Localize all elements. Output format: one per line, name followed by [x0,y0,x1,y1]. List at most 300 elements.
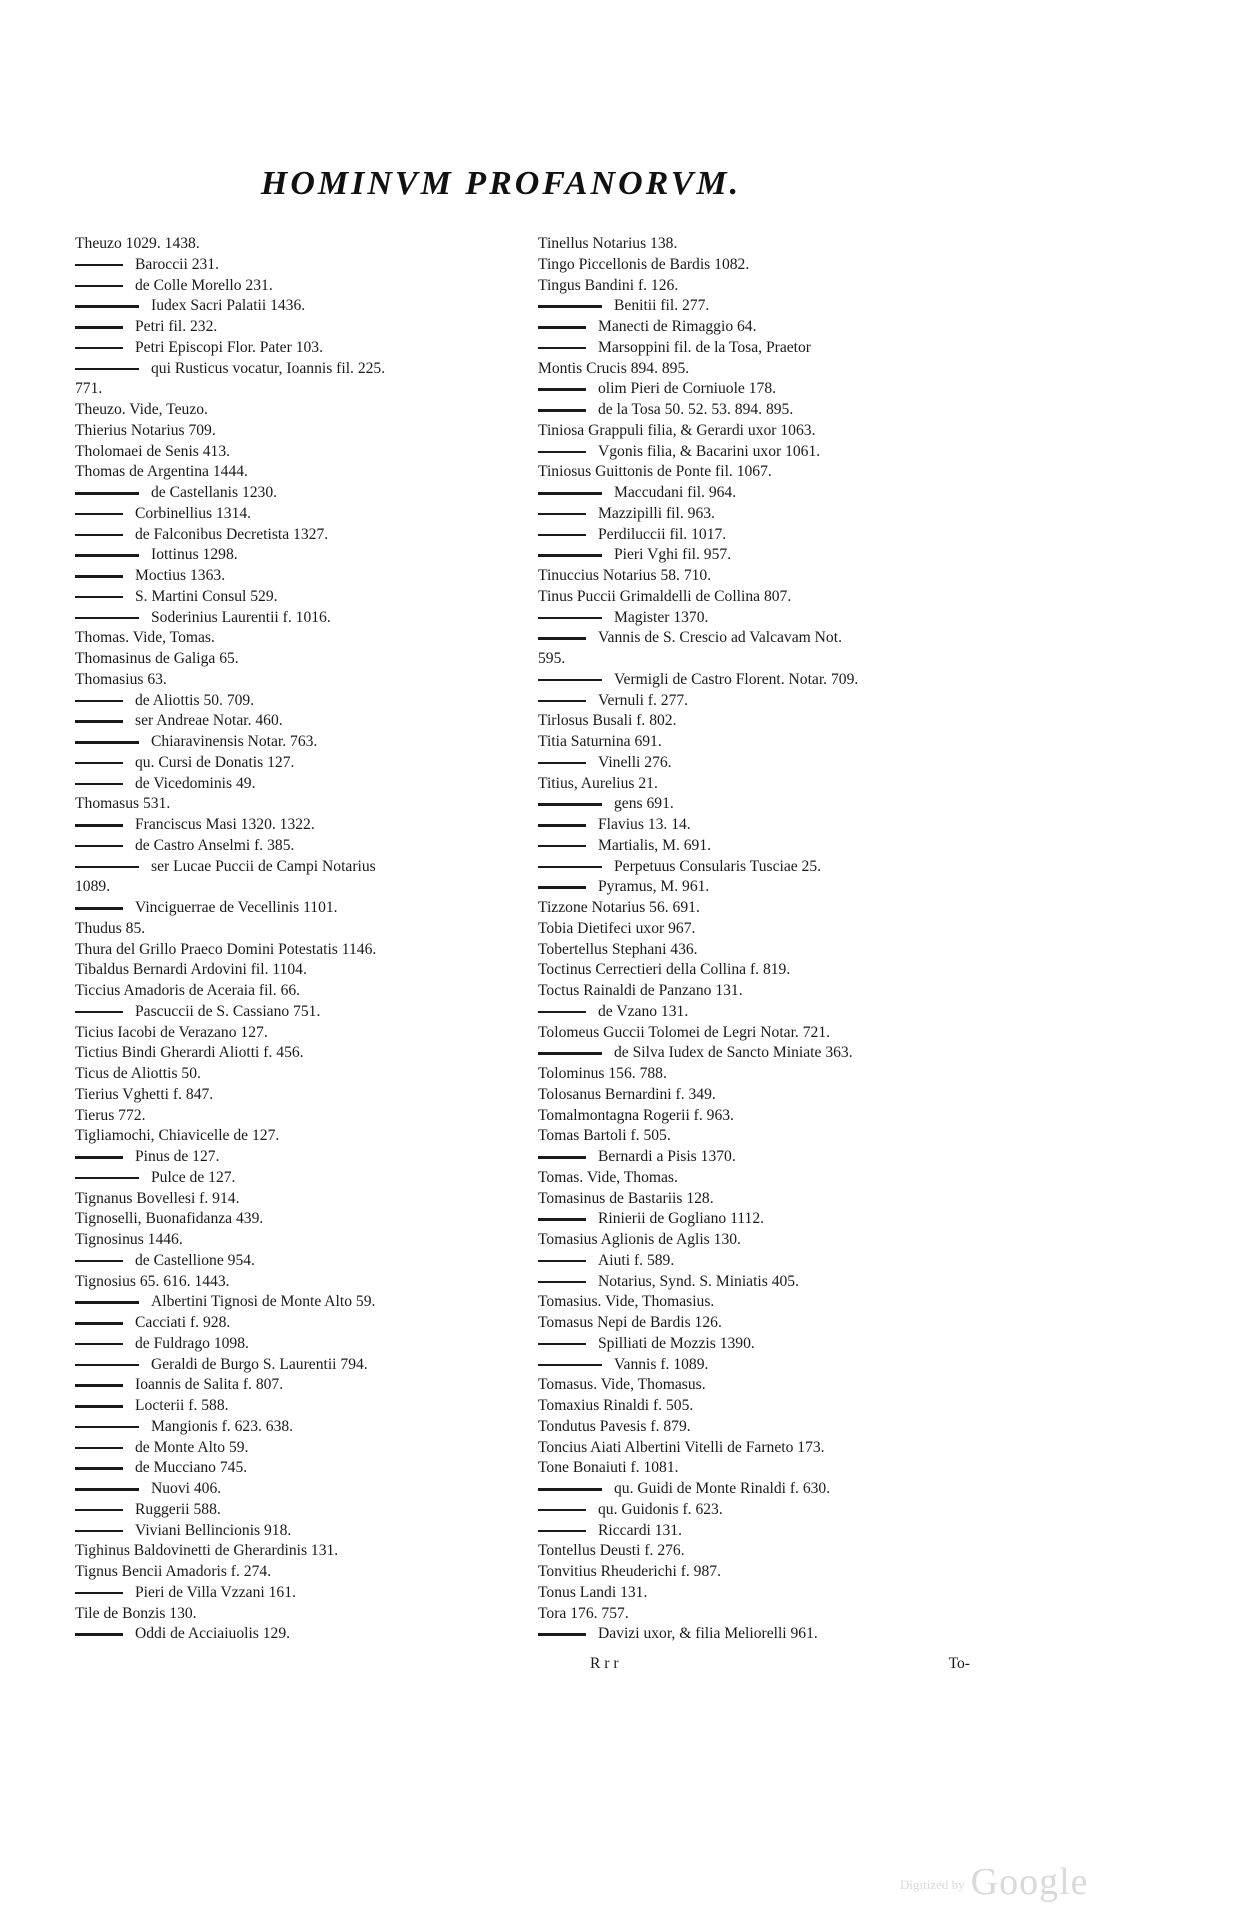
entry-text: Tomasius Aglionis de Aglis 130. [538,1231,741,1248]
ditto-dash [538,1343,586,1346]
entry-text: de Castro Anselmi f. 385. [135,836,295,854]
index-entry [75,545,515,566]
index-entry [75,981,515,1002]
entry-text: Vermigli de Castro Florent. Notar. 709. [614,670,859,688]
entry-text: Tomasius. Vide, Thomasius. [538,1293,715,1311]
index-entry [538,255,978,276]
index-entry [75,234,515,255]
ditto-dash [75,741,139,744]
index-entry [75,753,515,774]
index-entry [75,898,515,919]
index-entry [75,711,515,732]
index-entry [538,732,978,753]
index-entry [75,649,515,670]
ditto-dash [75,866,139,869]
entry-text: Theuzo 1029. 1438. [75,235,200,252]
entry-text: Tolomeus Guccii Tolomei de Legri Notar. 721. [538,1023,831,1041]
entry-text: Thomas de Argentina 1444. [75,463,248,481]
index-entry [75,1521,515,1542]
index-entry [538,1334,978,1355]
ditto-dash [538,845,586,848]
entry-text: Montis Crucis 894. 895. [538,359,690,377]
page-footer [590,1655,970,1673]
entry-text: de Falconibus Decretista 1327. [135,525,329,543]
ditto-dash [75,326,123,329]
entry-text: Tignanus Bovellesi f. 914. [75,1189,240,1207]
ditto-dash [75,1530,123,1533]
entry-text: Flavius 13. 14. [598,816,691,833]
ditto-dash [538,1156,586,1159]
ditto-dash [75,1384,123,1387]
ditto-dash [538,554,602,557]
index-entry [538,483,978,504]
ditto-dash [538,700,586,703]
ditto-dash [538,1633,586,1636]
ditto-dash [75,285,123,288]
ditto-dash [75,1364,139,1367]
entry-text: Tontellus Deusti f. 276. [538,1542,685,1560]
entry-text: Nuovi 406. [151,1480,222,1497]
index-entry [538,421,978,442]
entry-text: Locterii f. 588. [135,1397,229,1414]
ditto-dash [75,1467,123,1470]
entry-text: Vinelli 276. [598,753,672,771]
index-entry [75,919,515,940]
entry-text: gens 691. [614,795,674,813]
ditto-dash [538,866,602,869]
entry-text: Tiniosa Grappuli filia, & Gerardi uxor 1063. [538,421,816,439]
entry-text: Toncius Aiati Albertini Vitelli de Farneto 173. [538,1438,825,1456]
index-entry [75,587,515,608]
index-entry [538,1417,978,1438]
entry-text: Tholomaei de Senis 413. [75,442,231,460]
index-entry [538,1230,978,1251]
index-entry [75,794,515,815]
entry-text: Mazzipilli fil. 963. [598,504,715,522]
ditto-dash [538,1281,586,1284]
index-entry [538,1375,978,1396]
index-entry [538,711,978,732]
entry-text: Toctinus Cerrectieri della Collina f. 819. [538,961,791,979]
entry-text: Pinus de 127. [135,1148,220,1165]
ditto-dash [75,762,123,765]
entry-text: Tizzone Notarius 56. 691. [538,899,700,916]
entry-text: Tomasinus de Bastariis 128. [538,1189,714,1207]
index-entry [75,940,515,961]
index-entry [538,379,978,400]
index-entry [75,525,515,546]
entry-text: Tiniosus Guittonis de Ponte fil. 1067. [538,463,772,481]
entry-text: Tighinus Baldovinetti de Gherardinis 131. [75,1542,339,1560]
entry-text: olim Pieri de Corniuole 178. [598,380,777,398]
index-entry [75,1002,515,1023]
ditto-dash [538,679,602,682]
index-entry [75,504,515,525]
entry-text: Albertini Tignosi de Monte Alto 59. [151,1293,376,1311]
ditto-dash [538,1509,586,1512]
index-entry [538,1479,978,1500]
entry-text: Tora 176. 757. [538,1604,629,1622]
index-entry [538,649,978,670]
entry-text: Tingus Bandini f. 126. [538,276,679,294]
index-entry [75,1189,515,1210]
index-entry [538,1541,978,1562]
index-entry [538,1583,978,1604]
entry-text: Tignosinus 1446. [75,1231,183,1248]
index-entry [538,857,978,878]
entry-text: Tinellus Notarius 138. [538,235,678,252]
index-entry [538,898,978,919]
entry-text: Titius, Aurelius 21. [538,774,658,792]
entry-text: Thudus 85. [75,919,146,937]
entry-text: Pieri Vghi fil. 957. [614,546,732,564]
index-entry [538,1500,978,1521]
entry-text: 771. [75,380,103,398]
ditto-dash [75,368,139,371]
index-entry [75,1209,515,1230]
entry-text: Tonus Landi 131. [538,1583,648,1601]
ditto-dash [75,554,139,557]
entry-text: Martialis, M. 691. [598,836,712,854]
entry-text: Tobertellus Stephani 436. [538,940,698,958]
entry-text: Tierius Vghetti f. 847. [75,1085,214,1103]
entry-text: Tignoselli, Buonafidanza 439. [75,1210,264,1228]
index-entry [75,1624,515,1645]
ditto-dash [75,617,139,620]
entry-text: Iudex Sacri Palatii 1436. [151,297,306,315]
ditto-dash [75,492,139,495]
entry-text: de Castellanis 1230. [151,484,278,501]
index-entry [538,525,978,546]
index-entry [538,1313,978,1334]
entry-text: qu. Guidi de Monte Rinaldi f. 630. [614,1480,831,1497]
index-entry [75,1334,515,1355]
entry-text: Manecti de Rimaggio 64. [598,318,757,335]
ditto-dash [75,513,123,516]
entry-text: Tomasus Nepi de Bardis 126. [538,1314,722,1331]
ditto-dash [75,534,123,537]
ditto-dash [75,700,123,703]
index-entry [75,857,515,878]
ditto-dash [538,1364,602,1367]
index-entry [538,1624,978,1645]
ditto-dash [538,534,586,537]
index-entry [538,940,978,961]
ditto-dash [538,409,586,412]
entry-text: Corbinellius 1314. [135,504,252,522]
entry-text: qui Rusticus vocatur, Ioannis fil. 225. [151,359,386,377]
index-entry [538,400,978,421]
index-entry [75,691,515,712]
ditto-dash [538,305,602,308]
entry-text: Tomas Bartoli f. 505. [538,1127,671,1145]
ditto-dash [538,388,586,391]
index-entry [75,1272,515,1293]
entry-text: Tile de Bonzis 130. [75,1604,197,1622]
entry-text: Ruggerii 588. [135,1500,221,1518]
entry-text: Tierus 772. [75,1106,146,1124]
index-column-left [75,234,515,1645]
ditto-dash [75,1156,123,1159]
index-entry [75,379,515,400]
ditto-dash [75,1426,139,1429]
index-entry [538,317,978,338]
entry-text: Notarius, Synd. S. Miniatis 405. [598,1272,799,1290]
index-entry [75,296,515,317]
entry-text: Thomasinus de Galiga 65. [75,650,239,667]
ditto-dash [538,347,586,350]
entry-text: Titia Saturnina 691. [538,733,662,750]
index-entry [538,1438,978,1459]
index-entry [538,1147,978,1168]
entry-text: 595. [538,650,566,667]
index-entry [538,545,978,566]
entry-text: Thura del Grillo Praeco Domini Potestatis 1146. [75,940,377,958]
index-entry [75,1126,515,1147]
entry-text: de Aliottis 50. 709. [135,691,255,709]
watermark-prefix: Digitized by [900,1877,965,1893]
index-entry [538,877,978,898]
entry-text: Benitii fil. 277. [614,297,710,315]
index-entry [75,338,515,359]
entry-text: Tobia Dietifeci uxor 967. [538,919,696,937]
entry-text: Thierius Notarius 709. [75,421,216,439]
ditto-dash [75,1260,123,1263]
entry-text: Mangionis f. 623. 638. [151,1417,294,1435]
index-entry [75,836,515,857]
entry-text: Tondutus Pavesis f. 879. [538,1417,691,1435]
index-entry [75,1023,515,1044]
entry-text: Vinciguerrae de Vecellinis 1101. [135,899,338,916]
index-entry [538,919,978,940]
index-entry [75,1043,515,1064]
ditto-dash [75,1177,139,1180]
ditto-dash [75,1322,123,1325]
index-entry [538,670,978,691]
index-column-right [538,234,978,1645]
entry-text: Pieri de Villa Vzzani 161. [135,1583,296,1601]
index-entry [538,338,978,359]
entry-text: Tictius Bindi Gherardi Aliotti f. 456. [75,1044,304,1062]
entry-text: Cacciati f. 928. [135,1314,231,1331]
index-entry [75,359,515,380]
index-entry [538,1002,978,1023]
index-entry [75,732,515,753]
entry-text: Ticcius Amadoris de Aceraia fil. 66. [75,982,301,999]
index-entry [538,1251,978,1272]
entry-text: Vannis de S. Crescio ad Valcavam Not. [598,629,842,647]
entry-text: Tinus Puccii Grimaldelli de Collina 807. [538,587,792,605]
index-entry [538,1043,978,1064]
entry-text: Tomalmontagna Rogerii f. 963. [538,1106,734,1124]
entry-text: ser Andreae Notar. 460. [135,712,283,730]
index-entry [75,400,515,421]
index-entry [75,1417,515,1438]
entry-text: Marsoppini fil. de la Tosa, Praetor [598,338,811,356]
entry-text: Pyramus, M. 961. [598,878,710,896]
entry-text: Toctus Rainaldi de Panzano 131. [538,982,743,999]
index-entry [538,462,978,483]
ditto-dash [538,326,586,329]
index-entry [538,566,978,587]
index-entry [538,504,978,525]
index-entry [538,794,978,815]
index-entry [75,1147,515,1168]
entry-text: Perpetuus Consularis Tusciae 25. [614,857,822,875]
entry-text: Thomasus 531. [75,795,171,813]
index-entry [538,1023,978,1044]
index-entry [538,1355,978,1376]
index-entry [75,442,515,463]
ditto-dash [538,886,586,889]
entry-text: Riccardi 131. [598,1521,683,1539]
entry-text: Bernardi a Pisis 1370. [598,1148,736,1165]
index-entry [538,628,978,649]
index-entry [538,691,978,712]
index-entry [75,877,515,898]
index-entry [75,1313,515,1334]
digitization-watermark [900,1860,1089,1904]
ditto-dash [538,762,586,765]
index-entry [538,1562,978,1583]
entry-text: Theuzo. Vide, Teuzo. [75,401,208,418]
entry-text: Thomas. Vide, Tomas. [75,629,215,647]
index-entry [538,1189,978,1210]
entry-text: Tigliamochi, Chiavicelle de 127. [75,1127,280,1145]
index-entry [538,1209,978,1230]
ditto-dash [538,1260,586,1263]
index-entry [538,587,978,608]
ditto-dash [75,1301,139,1304]
index-entry [538,1085,978,1106]
ditto-dash [75,1509,123,1512]
index-entry [75,1230,515,1251]
index-entry [75,815,515,836]
ditto-dash [75,596,123,599]
entry-text: ser Lucae Puccii de Campi Notarius [151,857,376,875]
page-title: HOMINVM PROFANORVM. [260,165,742,202]
index-entry [75,317,515,338]
index-entry [75,960,515,981]
entry-text: 1089. [75,878,111,896]
entry-text: Ioannis de Salita f. 807. [135,1376,284,1394]
index-entry [538,815,978,836]
entry-text: Magister 1370. [614,608,709,626]
index-entry [75,483,515,504]
index-entry [75,1562,515,1583]
ditto-dash [538,1052,602,1055]
index-entry [538,1106,978,1127]
ditto-dash [538,803,602,806]
entry-text: Baroccii 231. [135,255,220,273]
index-entry [75,1541,515,1562]
entry-text: Tingo Piccellonis de Bardis 1082. [538,255,750,273]
index-entry [538,359,978,380]
ditto-dash [538,1218,586,1221]
index-entry [538,234,978,255]
entry-text: de Mucciano 745. [135,1459,248,1477]
entry-text: S. Martini Consul 529. [135,587,278,605]
entry-text: de la Tosa 50. 52. 53. 894. 895. [598,401,794,418]
entry-text: Moctius 1363. [135,567,226,584]
index-entry [538,1396,978,1417]
index-entry [75,670,515,691]
index-entry [75,608,515,629]
entry-text: Petri Episcopi Flor. Pater 103. [135,338,323,356]
index-entry [75,1438,515,1459]
entry-text: Tignus Bencii Amadoris f. 274. [75,1563,272,1580]
ditto-dash [75,783,123,786]
ditto-dash [75,1592,123,1595]
signature-mark: R r r [590,1655,619,1672]
entry-text: Viviani Bellincionis 918. [135,1521,292,1539]
ditto-dash [75,264,123,267]
ditto-dash [538,492,602,495]
entry-text: de Castellione 954. [135,1251,255,1269]
ditto-dash [75,305,139,308]
index-entry [75,1500,515,1521]
entry-text: Ticus de Aliottis 50. [75,1065,201,1082]
ditto-dash [75,720,123,723]
index-entry [75,1396,515,1417]
index-entry [75,1168,515,1189]
ditto-dash [75,1488,139,1491]
index-entry [75,1085,515,1106]
index-entry [538,981,978,1002]
entry-text: Tonvitius Rheuderichi f. 987. [538,1563,721,1580]
entry-text: qu. Guidonis f. 623. [598,1500,723,1518]
index-entry [75,1064,515,1085]
entry-text: Tolominus 156. 788. [538,1065,667,1082]
ditto-dash [75,1447,123,1450]
entry-text: de Vzano 131. [598,1002,689,1020]
index-entry [538,836,978,857]
catchword: To- [948,1655,970,1672]
entry-text: Tomaxius Rinaldi f. 505. [538,1397,694,1414]
index-entry [75,276,515,297]
entry-text: Ticius Iacobi de Verazano 127. [75,1023,268,1041]
index-entry [75,628,515,649]
index-entry [75,1292,515,1313]
entry-text: Tolosanus Bernardini f. 349. [538,1085,716,1103]
entry-text: Tibaldus Bernardi Ardovini fil. 1104. [75,961,307,979]
entry-text: qu. Cursi de Donatis 127. [135,753,295,771]
ditto-dash [538,1488,602,1491]
index-entry [538,1604,978,1625]
index-entry [538,753,978,774]
index-entry [75,462,515,483]
entry-text: Spilliati de Mozzis 1390. [598,1334,755,1352]
index-entry [75,1251,515,1272]
ditto-dash [75,907,123,910]
index-entry [538,1168,978,1189]
entry-text: Oddi de Acciaiuolis 129. [135,1625,291,1643]
ditto-dash [75,1343,123,1346]
index-entry [538,296,978,317]
ditto-dash [75,845,123,848]
entry-text: de Colle Morello 231. [135,276,273,294]
entry-text: Aiuti f. 589. [598,1251,675,1269]
entry-text: de Monte Alto 59. [135,1438,249,1456]
entry-text: Tinuccius Notarius 58. 710. [538,567,712,584]
entry-text: Vernuli f. 277. [598,691,689,709]
index-entry [538,442,978,463]
entry-text: Rinierii de Gogliano 1112. [598,1210,765,1228]
index-entry [538,276,978,297]
entry-text: Maccudani fil. 964. [614,484,737,501]
entry-text: Davizi uxor, & filia Meliorelli 961. [598,1625,818,1643]
index-entry [538,960,978,981]
